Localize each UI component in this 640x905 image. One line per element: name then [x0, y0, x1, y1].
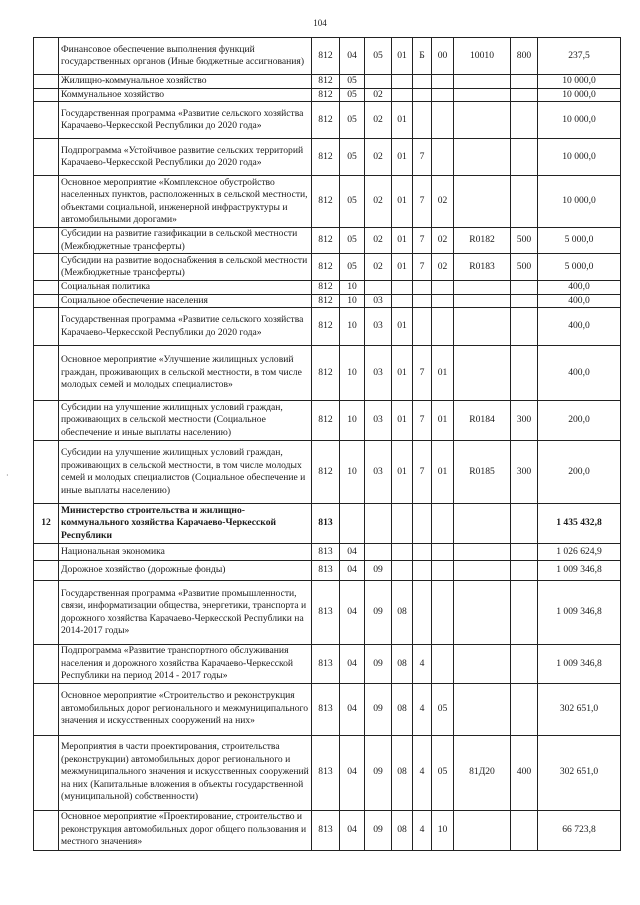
subprogram-code: [413, 88, 432, 102]
section-code: 10: [340, 281, 365, 295]
subprogram-code: [413, 581, 432, 645]
subsection-code: 02: [365, 228, 392, 254]
row-number: [34, 346, 59, 401]
direction-code: [454, 346, 511, 401]
subprogram-code: 4: [413, 735, 432, 810]
expense-type-code: [511, 308, 538, 346]
section-code: 04: [340, 683, 365, 735]
ministry-code: 813: [312, 561, 340, 581]
event-code: [432, 544, 454, 561]
table-row: [34, 254, 621, 281]
table-row: [34, 544, 621, 561]
row-number: [34, 561, 59, 581]
expense-type-code: [511, 88, 538, 102]
program-code: 01: [392, 401, 413, 441]
item-name: Основное мероприятие «Комплексное обустройство населенных пунктов, расположенных в сельской местности, объектами социальной, инженерной инфраструктуры и автомобильными дорогами»: [59, 176, 312, 228]
section-code: 05: [340, 139, 365, 176]
table-row: [34, 102, 621, 139]
subsection-code: 02: [365, 102, 392, 139]
table-row: [34, 645, 621, 684]
event-code: [432, 88, 454, 102]
expense-type-code: [511, 294, 538, 308]
ministry-code: 812: [312, 401, 340, 441]
direction-code: [454, 810, 511, 850]
expense-type-code: [511, 544, 538, 561]
program-code: 08: [392, 683, 413, 735]
subprogram-code: [413, 308, 432, 346]
direction-code: [454, 581, 511, 645]
item-name: Коммунальное хозяйство: [59, 88, 312, 102]
expense-type-code: 500: [511, 254, 538, 281]
subsection-code: 03: [365, 441, 392, 504]
row-number: [34, 281, 59, 295]
subprogram-code: 7: [413, 228, 432, 254]
table-row: [34, 581, 621, 645]
amount: 10 000,0: [538, 75, 621, 89]
table-row: [34, 504, 621, 544]
ministry-code: 812: [312, 88, 340, 102]
subsection-code: [365, 75, 392, 89]
ministry-code: 812: [312, 38, 340, 75]
subsection-code: [365, 504, 392, 544]
program-code: 01: [392, 102, 413, 139]
subprogram-code: [413, 102, 432, 139]
direction-code: R0184: [454, 401, 511, 441]
expense-type-code: [511, 581, 538, 645]
direction-code: [454, 504, 511, 544]
section-code: 04: [340, 645, 365, 684]
table-row: [34, 294, 621, 308]
amount: 5 000,0: [538, 254, 621, 281]
amount: 400,0: [538, 281, 621, 295]
event-code: 01: [432, 441, 454, 504]
event-code: [432, 102, 454, 139]
table-row: [34, 139, 621, 176]
expense-type-code: [511, 281, 538, 295]
amount: 237,5: [538, 38, 621, 75]
item-name: Основное мероприятие «Строительство и реконструкция автомобильных дорог регионального и межмуниципального значения и искусственных сооружений на них»: [59, 683, 312, 735]
direction-code: [454, 308, 511, 346]
section-code: 10: [340, 346, 365, 401]
event-code: 02: [432, 228, 454, 254]
row-number: [34, 75, 59, 89]
ministry-code: 813: [312, 683, 340, 735]
amount: 10 000,0: [538, 176, 621, 228]
amount: 1 009 346,8: [538, 645, 621, 684]
ministry-code: 812: [312, 102, 340, 139]
expense-type-code: [511, 102, 538, 139]
expense-type-code: 300: [511, 441, 538, 504]
section-code: 05: [340, 75, 365, 89]
program-code: 01: [392, 228, 413, 254]
expense-type-code: 300: [511, 401, 538, 441]
subsection-code: 02: [365, 139, 392, 176]
expense-type-code: [511, 504, 538, 544]
program-code: 08: [392, 810, 413, 850]
program-code: 01: [392, 441, 413, 504]
row-number: [34, 645, 59, 684]
subsection-code: 09: [365, 645, 392, 684]
expense-type-code: 400: [511, 735, 538, 810]
subsection-code: 09: [365, 683, 392, 735]
item-name: Дорожное хозяйство (дорожные фонды): [59, 561, 312, 581]
item-name: Жилищно-коммунальное хозяйство: [59, 75, 312, 89]
row-number: [34, 441, 59, 504]
program-code: 08: [392, 735, 413, 810]
subsection-code: 09: [365, 581, 392, 645]
section-code: 05: [340, 88, 365, 102]
table-row: [34, 75, 621, 89]
event-code: [432, 75, 454, 89]
table-row: [34, 346, 621, 401]
event-code: [432, 645, 454, 684]
item-name: Подпрограмма «Устойчивое развитие сельских территорий Карачаево-Черкесской Республики до 2020 года»: [59, 139, 312, 176]
event-code: 00: [432, 38, 454, 75]
row-number: [34, 228, 59, 254]
program-code: [392, 281, 413, 295]
section-code: [340, 504, 365, 544]
event-code: 05: [432, 735, 454, 810]
program-code: [392, 561, 413, 581]
amount: 302 651,0: [538, 735, 621, 810]
item-name: Финансовое обеспечение выполнения функций государственных органов (Иные бюджетные ассигнования): [59, 38, 312, 75]
program-code: [392, 88, 413, 102]
ministry-code: 812: [312, 228, 340, 254]
item-name: Министерство строительства и жилищно-коммунального хозяйства Карачаево-Черкесской Республики: [59, 504, 312, 544]
program-code: [392, 544, 413, 561]
table-row: [34, 735, 621, 810]
subsection-code: 03: [365, 346, 392, 401]
program-code: [392, 294, 413, 308]
ministry-code: 813: [312, 810, 340, 850]
amount: 1 009 346,8: [538, 581, 621, 645]
subsection-code: [365, 281, 392, 295]
program-code: 08: [392, 581, 413, 645]
row-number: [34, 176, 59, 228]
section-code: 10: [340, 308, 365, 346]
event-code: 02: [432, 254, 454, 281]
item-name: Субсидии на развитие газификации в сельской местности (Межбюджетные трансферты): [59, 228, 312, 254]
direction-code: [454, 176, 511, 228]
amount: 200,0: [538, 401, 621, 441]
program-code: 01: [392, 254, 413, 281]
table-row: [34, 561, 621, 581]
event-code: 05: [432, 683, 454, 735]
item-name: Государственная программа «Развитие сельского хозяйства Карачаево-Черкесской Республики до 2020 года»: [59, 102, 312, 139]
item-name: Подпрограмма «Развитие транспортного обслуживания населения и дорожного хозяйства Карачаево-Черкесской Республики на период 2014 - 2017 годы»: [59, 645, 312, 684]
event-code: [432, 581, 454, 645]
subsection-code: [365, 544, 392, 561]
program-code: 08: [392, 645, 413, 684]
ministry-code: 813: [312, 581, 340, 645]
direction-code: R0185: [454, 441, 511, 504]
amount: 66 723,8: [538, 810, 621, 850]
event-code: [432, 139, 454, 176]
ministry-code: 812: [312, 254, 340, 281]
section-code: 05: [340, 228, 365, 254]
item-name: Национальная экономика: [59, 544, 312, 561]
row-number: [34, 581, 59, 645]
event-code: [432, 504, 454, 544]
subsection-code: 05: [365, 38, 392, 75]
table-row: [34, 401, 621, 441]
subprogram-code: Б: [413, 38, 432, 75]
subsection-code: 03: [365, 308, 392, 346]
program-code: 01: [392, 139, 413, 176]
table-row: [34, 683, 621, 735]
subprogram-code: [413, 75, 432, 89]
direction-code: [454, 683, 511, 735]
event-code: [432, 294, 454, 308]
direction-code: [454, 561, 511, 581]
expense-type-code: [511, 645, 538, 684]
subprogram-code: [413, 281, 432, 295]
ministry-code: 812: [312, 346, 340, 401]
ministry-code: 813: [312, 504, 340, 544]
row-number: [34, 139, 59, 176]
expense-type-code: 500: [511, 228, 538, 254]
row-number: [34, 810, 59, 850]
table-row: [34, 88, 621, 102]
page-number: 104: [313, 18, 327, 28]
row-number: [34, 401, 59, 441]
subprogram-code: 7: [413, 401, 432, 441]
subsection-code: 02: [365, 176, 392, 228]
subprogram-code: [413, 504, 432, 544]
direction-code: [454, 294, 511, 308]
table-row: [34, 38, 621, 75]
row-number: [34, 735, 59, 810]
event-code: 10: [432, 810, 454, 850]
expense-type-code: [511, 176, 538, 228]
expense-type-code: [511, 346, 538, 401]
item-name: Субсидии на улучшение жилищных условий граждан, проживающих в сельской местности, в том числе молодых семей и молодых специалистов (Социальное обеспечение и иные выплаты населению): [59, 441, 312, 504]
expense-type-code: [511, 75, 538, 89]
table-row: [34, 281, 621, 295]
ministry-code: 812: [312, 281, 340, 295]
direction-code: [454, 281, 511, 295]
direction-code: [454, 544, 511, 561]
expense-type-code: [511, 683, 538, 735]
expense-type-code: 800: [511, 38, 538, 75]
margin-mark: ·: [6, 471, 9, 480]
section-code: 10: [340, 401, 365, 441]
subsection-code: 09: [365, 735, 392, 810]
row-number: [34, 38, 59, 75]
table-row: [34, 176, 621, 228]
table-row: [34, 441, 621, 504]
row-number: [34, 88, 59, 102]
subprogram-code: [413, 561, 432, 581]
program-code: 01: [392, 38, 413, 75]
amount: 200,0: [538, 441, 621, 504]
section-code: 05: [340, 102, 365, 139]
subsection-code: 09: [365, 810, 392, 850]
item-name: Социальное обеспечение населения: [59, 294, 312, 308]
amount: 10 000,0: [538, 102, 621, 139]
row-number: [34, 294, 59, 308]
row-number: [34, 544, 59, 561]
ministry-code: 812: [312, 139, 340, 176]
row-number: [34, 254, 59, 281]
amount: 10 000,0: [538, 139, 621, 176]
program-code: [392, 504, 413, 544]
direction-code: R0182: [454, 228, 511, 254]
budget-table-body: [34, 38, 621, 851]
program-code: 01: [392, 308, 413, 346]
amount: 400,0: [538, 294, 621, 308]
item-name: Государственная программа «Развитие сельского хозяйства Карачаево-Черкесской Республики до 2020 года»: [59, 308, 312, 346]
section-code: 04: [340, 735, 365, 810]
subprogram-code: 7: [413, 441, 432, 504]
item-name: Субсидии на улучшение жилищных условий граждан, проживающих в сельской местности (Социальное обеспечение и иные выплаты населению): [59, 401, 312, 441]
section-code: 04: [340, 810, 365, 850]
program-code: 01: [392, 346, 413, 401]
subsection-code: 03: [365, 401, 392, 441]
event-code: [432, 561, 454, 581]
item-name: Субсидии на развитие водоснабжения в сельской местности (Межбюджетные трансферты): [59, 254, 312, 281]
table-row: [34, 308, 621, 346]
direction-code: [454, 102, 511, 139]
direction-code: [454, 645, 511, 684]
section-code: 04: [340, 561, 365, 581]
subprogram-code: 7: [413, 139, 432, 176]
item-name: Социальная политика: [59, 281, 312, 295]
expense-type-code: [511, 810, 538, 850]
ministry-code: 812: [312, 294, 340, 308]
amount: 400,0: [538, 308, 621, 346]
subprogram-code: 7: [413, 176, 432, 228]
subprogram-code: [413, 294, 432, 308]
direction-code: [454, 139, 511, 176]
ministry-code: 812: [312, 176, 340, 228]
amount: 1 009 346,8: [538, 561, 621, 581]
amount: 10 000,0: [538, 88, 621, 102]
ministry-code: 812: [312, 75, 340, 89]
program-code: 01: [392, 176, 413, 228]
amount: 400,0: [538, 346, 621, 401]
section-code: 10: [340, 441, 365, 504]
direction-code: 10010: [454, 38, 511, 75]
ministry-code: 812: [312, 441, 340, 504]
ministry-code: 813: [312, 735, 340, 810]
amount: 1 026 624,9: [538, 544, 621, 561]
budget-table: [33, 37, 621, 851]
direction-code: [454, 75, 511, 89]
amount: 302 651,0: [538, 683, 621, 735]
subsection-code: 09: [365, 561, 392, 581]
expense-type-code: [511, 139, 538, 176]
direction-code: R0183: [454, 254, 511, 281]
row-number: [34, 683, 59, 735]
event-code: 02: [432, 176, 454, 228]
subprogram-code: 7: [413, 254, 432, 281]
program-code: [392, 75, 413, 89]
item-name: Основное мероприятие «Проектирование, строительство и реконструкция автомобильных дорог общего пользования и местного значения»: [59, 810, 312, 850]
subsection-code: 03: [365, 294, 392, 308]
section-code: 04: [340, 38, 365, 75]
row-number: 12: [34, 504, 59, 544]
item-name: Мероприятия в части проектирования, строительства (реконструкции) автомобильных дорог регионального и межмуниципального значения и искусственных сооружений на них (Капитальные вложения в объекты государственной (муниципальной) собственности): [59, 735, 312, 810]
subsection-code: 02: [365, 88, 392, 102]
ministry-code: 813: [312, 645, 340, 684]
event-code: 01: [432, 401, 454, 441]
section-code: 05: [340, 254, 365, 281]
ministry-code: 812: [312, 308, 340, 346]
subprogram-code: 4: [413, 683, 432, 735]
section-code: 05: [340, 176, 365, 228]
section-code: 04: [340, 581, 365, 645]
expense-type-code: [511, 561, 538, 581]
subprogram-code: 4: [413, 810, 432, 850]
direction-code: [454, 88, 511, 102]
table-row: [34, 810, 621, 850]
subsection-code: 02: [365, 254, 392, 281]
event-code: [432, 308, 454, 346]
item-name: Основное мероприятие «Улучшение жилищных условий граждан, проживающих в сельской местности, в том числе молодых семей и молодых специалистов»: [59, 346, 312, 401]
row-number: [34, 308, 59, 346]
table-row: [34, 228, 621, 254]
section-code: 10: [340, 294, 365, 308]
direction-code: 81Д20: [454, 735, 511, 810]
subprogram-code: 4: [413, 645, 432, 684]
event-code: 01: [432, 346, 454, 401]
subprogram-code: 7: [413, 346, 432, 401]
row-number: [34, 102, 59, 139]
subprogram-code: [413, 544, 432, 561]
section-code: 04: [340, 544, 365, 561]
amount: 1 435 432,8: [538, 504, 621, 544]
amount: 5 000,0: [538, 228, 621, 254]
ministry-code: 813: [312, 544, 340, 561]
item-name: Государственная программа «Развитие промышленности, связи, информатизации общества, энергетики, транспорта и дорожного хозяйства Карачаево-Черкесской Республики на 2014-2017 годы»: [59, 581, 312, 645]
event-code: [432, 281, 454, 295]
